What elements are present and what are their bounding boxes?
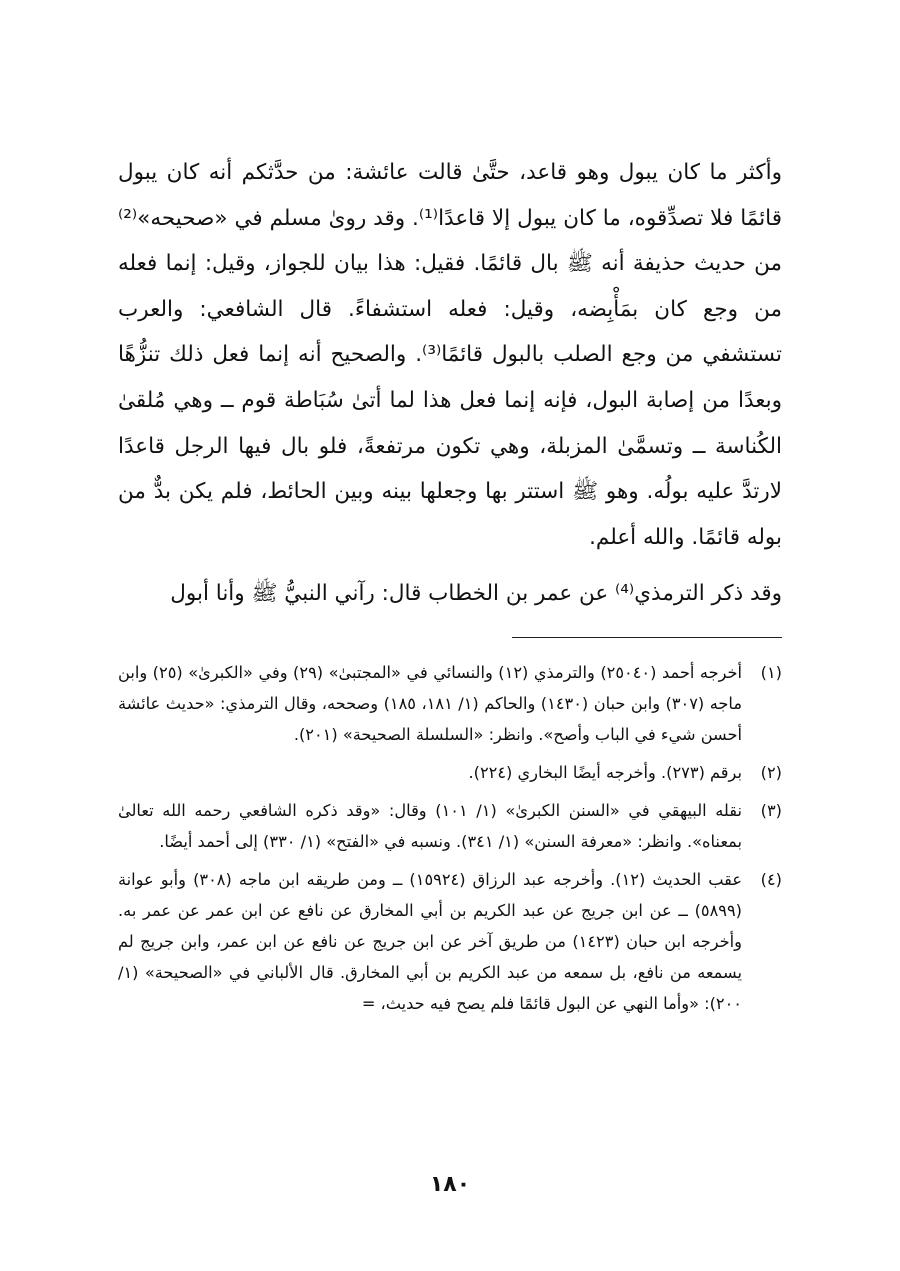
footnote-separator — [512, 637, 782, 638]
main-text — [118, 150, 782, 617]
footnote-3 — [118, 795, 782, 857]
footnote-number: (١) — [760, 663, 782, 682]
footnote-2 — [118, 757, 782, 788]
footnote-text: برقم (٢٧٣). وأخرجه أيضًا البخاري (٢٢٤). — [468, 763, 742, 782]
footnote-number: (٢) — [760, 763, 782, 782]
footnote-1 — [118, 657, 782, 750]
main-paragraph: وأكثر ما كان يبول وهو قاعد، حتَّىٰ قالت عائشة: من حدَّثكم أنه كان يبول قائمًا فلا تصدِّقوه، ما كان يبول إلا قاعدًا⁽¹⁾. وقد روىٰ مسلم في «صحيحه»⁽²⁾ من حديث حذيفة أنه ﷺ بال قائمًا. فقيل: هذا بيان للجواز، وقيل: إنما فعله من وجع كان بمَأْبِضه، وقيل: فعله استشفاءً. قال الشافعي: والعرب تستشفي من وجع الصلب بالبول قائمًا⁽³⁾. والصحيح أنه إنما فعل ذلك تنزُّهًا وبعدًا من إصابة البول، فإنه إنما فعل هذا لما أتىٰ سُبَاطة قوم ــ وهي مُلقىٰ الكُناسة ــ وتسمَّىٰ المزبلة، وهي تكون مرتفعةً، فلو بال فيها الرجل قاعدًا لارتدَّ عليه بولُه. وهو ﷺ استتر بها وجعلها بينه وبين الحائط، فلم يكن بدٌّ من بوله قائمًا. والله أعلم. — [118, 160, 783, 550]
footnote-4 — [118, 864, 782, 1019]
page-number: ١٨٠ — [429, 1172, 471, 1197]
footnote-text: نقله البيهقي في «السنن الكبرىٰ» (١/ ١٠١) وقال: «وقد ذكره الشافعي رحمه الله تعالىٰ بمعناه». وانظر: «معرفة السنن» (١/ ٣٤١). ونسبه في «الفتح» (١/ ٣٣٠) إلى أحمد أيضًا. — [118, 801, 742, 851]
footnotes — [118, 657, 782, 1026]
footnote-number: (٤) — [760, 870, 782, 889]
footnote-number: (٣) — [760, 801, 782, 820]
footnote-text: عقب الحديث (١٢). وأخرجه عبد الرزاق (١٥٩٢٤) ــ ومن طريقه ابن ماجه (٣٠٨) وأبو عوانة (٥٨٩٩) ــ عن ابن جريج عن عبد الكريم بن أبي المخارق عن نافع عن ابن عمر عن عمر به. وأخرجه ابن حبان (١٤٢٣) من طريق آخر عن ابن جريج عن نافع عن ابن عمر، وابن جريج لم يسمعه من نافع، بل سمعه من عبد الكريم بن أبي المخارق. قال الألباني في «الصحيحة» (١/ ٢٠٠): «وأما النهي عن البول قائمًا فلم يصح فيه حديث، = — [118, 870, 742, 1013]
main-paragraph: وقد ذكر الترمذي⁽⁴⁾ عن عمر بن الخطاب قال: رآني النبيُّ ﷺ وأنا أبول — [170, 581, 782, 607]
footnote-text: أخرجه أحمد (٢٥٠٤٠) والترمذي (١٢) والنسائي في «المجتبىٰ» (٢٩) وفي «الكبرىٰ» (٢٥) وابن ماجه (٣٠٧) وابن حبان (١٤٣٠) والحاكم (١/ ١٨١، ١٨٥) وصححه، وقال الترمذي: «حديث عائشة أحسن شيء في الباب وأصح». وانظر: «السلسلة الصحيحة» (٢٠١). — [118, 663, 743, 744]
